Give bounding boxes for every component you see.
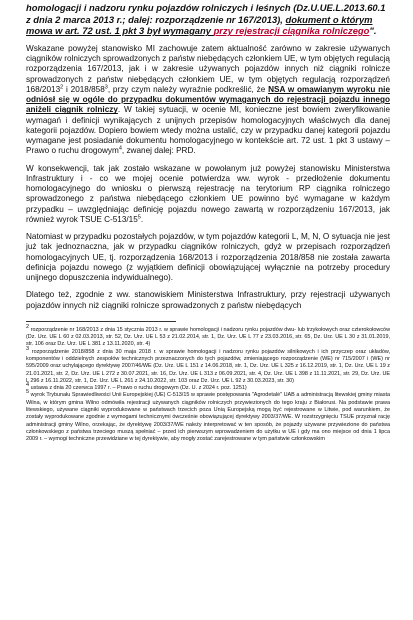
footnote-ref-2: 2 (60, 84, 64, 91)
paragraph-2 (26, 164, 390, 226)
footnote-text: ustawa z dnia 20 czerwca 1997 r. – Prawo o ruchu drogowym (Dz. U. z 2024 r. poz. 1251) (30, 385, 247, 392)
footnote-ref-4: 4 (118, 145, 122, 152)
heading-part-3-highlight: przy rejestracji ciągnika rolniczego (213, 25, 370, 37)
footnote-number: 4 (26, 382, 30, 389)
footnote-text: rozporządzenie 2018/858 z dnia 30 maja 2018 r. w sprawie homologacji i nadzoru rynku pojazdów silnikowych i ich przyczep oraz układów, komponentów i oddzielnych zespołów technicznych przeznaczonych do tych pojazdów, zmieniającego rozporządzenie (WE) nr 715/2007 i (WE) nr 595/2009 oraz uchylającego dyrektywę 2007/46/WE (Dz. Urz. UE L 151 z 14.06.2018, str. 1, Dz. Urz. UE L 325 z 16.12.2019, str. 1, Dz. Urz. UE L 19 z 21.01.2021, str. 2, Dz. Urz. UE L 272 z 30.07.2021, str. 16, Dz. Urz. UE L 313 z 06.09.2021, str. 4, Dz. Urz. UE L 398 z 11.11.2021, str. 29, Dz. Urz. UE L 296 z 16.11.2022, str. 1, Dz. Urz. UE L 261 z 24.10.2022, str. 103 oraz Dz. Urz. UE L 92 z 30.03.2023, str. 30) (26, 348, 391, 384)
document-page (26, 2, 390, 444)
footnote-3 (26, 345, 391, 385)
heading-citation (26, 2, 390, 37)
para1-text-5: , zwanej dalej: PRD. (121, 146, 196, 156)
para2-text-2: . (140, 214, 144, 224)
footnote-5 (26, 389, 390, 443)
footnote-ref-5: 5 (137, 214, 141, 221)
footnote-number: 2 (26, 323, 30, 330)
heading-part-1: homologacji i nadzoru rynku pojazdów rolniczych i leśnych (Dz.U.UE.L.2013.60.1 z dnia 2 marca 2013 r.; dalej: rozporządzenie nr 167/2013), (26, 2, 386, 25)
para1-text-1: Wskazane powyżej stanowisko MI zachowuje zatem aktualność zarówno w zakresie używanych ciągników rolniczych sprowadzonych z państw niebędących członkiem UE, w tym objętych regulacją rozporządzenia 167/2013, jak i w zakresie używanych pojazdów innych niż ciągniki rolnicze sprowadzonych z państw niebędących członkiem UE, w tym objętych regulacją rozporządzeń 168/2013 (26, 43, 390, 94)
heading-part-2: dokument o którym mowa w art. 72 ust. 1 pkt 3 był wymagany (26, 13, 373, 37)
footnote-text: wyrok Trybunału Sprawiedliwości Unii Europejskiej (UE) C-513/15 w sprawie postępowania "Agrodetalė" UAB a administracją litewskiej gminy miasta Wilna, w którym gmina Wilno odmówiła rejestracji używanych ciągników rolniczych przywiezionych do tego kraju z Białorusi. Na podstawie prawa litewskiego, używane ciągniki wyprodukowane w państwach trzecich poza Unią Europejską mogą być rejestrowane w Litwie, pod warunkiem, że zostały wyprodukowane zgodnie z wymogami technicznymi ówcześnie obowiązującej dyrektywy 2003/37/WE. W rozstrzygnięciu TSUE przyznał rację administracji gminy Wilno, orzekając, że dyrektywę 2003/37/WE należy interpretować w ten sposób, że pojazdy używane przywiezione do państwa członkowskiego z państwa trzeciego muszą spełniać – przed ich pierwszym wprowadzeniem do użytku w UE i gdy ma ono miejsce od dnia 1 lipca 2009 r. – wymogi techniczne przewidziane w tej dyrektywie, aby mogły zostać zarejestrowane w tym państwie członkowskim (26, 392, 390, 443)
footnote-number: 3 (26, 345, 30, 352)
para1-text-4: . W takiej sytuacji, w ocenie MI, konieczne jest bowiem zweryfikowanie wymagań i definicji wynikających z unijnych przepisów homologacyjnych właściwych dla danej kategorii pojazdów. Dopiero bowiem wtedy można ustalić, czy w przypadku danej kategorii pojazdu wymagane jest posiadanie dokumentu homologacyjnego w kontekście art. 72 ust. 1 pkt 3 ustawy – Prawo o ruchu drogowym (26, 105, 391, 156)
para1-text-2: i 2018/858 (63, 84, 105, 94)
paragraph-4: Dlatego też, zgodnie z ww. stanowiskiem Ministerstwa Infrastruktury, przy rejestracji używanych pojazdów innych niż ciągniki rolnicze sprowadzonych z państw niebędących (26, 290, 390, 310)
heading-part-4: ". (369, 25, 377, 37)
paragraph-3: Natomiast w przypadku pozostałych pojazdów, w tym pojazdów kategorii L, M, N, O sytuacja nie jest już tak jednoznaczna, jak w przypadku ciągników rolniczych, gdyż w przepisach rozporządzeń homologacyjnych UE, tj. rozporządzenia 168/2013 i rozporządzenia 2018/858 nie została zawarta definicja pojazdu nowego (z wyjątkiem definicji obowiązującej wyłącznie na potrzeby procedury unijnego dopuszczenia indywidualnego). (26, 232, 390, 283)
footnote-2 (26, 323, 390, 349)
footnote-text: rozporządzenie nr 168/2013 z dnia 15 stycznia 2013 r. w sprawie homologacji i nadzoru rynku pojazdów dwu- lub trzykołowych oraz czterokołowców (Dz. Urz. UE L 60 z 02.03.2013, str. 52, Dz. Urz. UE L 53 z 21.02.2014, str. 1, Dz. Urz. UE L 77 z 23.03.2016, str. 65, Dz. Urz. UE L 30 z 31.01.2019, str. 106 oraz Dz. Urz. UE L 381 z 13.11.2020, str. 4) (26, 326, 390, 348)
footnote-ref-3: 3 (104, 84, 108, 91)
para2-text-1: W konsekwencji, tak jak zostało wskazane w powołanym już powyżej stanowisku Ministerstwa Infrastruktury i - co we mojej ocenie potwierdza ww. wyrok - przedłożenie dokumentu homologacyjnego do wniosku o pierwszą rejestrację na terytorium RP ciągnika rolniczego sprowadzonego z państwa niebędącego członkiem UE powinno być wymagane w każdym przypadku – uwzględniając definicję pojazdu nowego zawartą w rozporządzeniu 167/2013, jak również wyrok TSUE C-513/15 (26, 163, 390, 224)
footnote-number: 5 (26, 389, 30, 396)
para1-bold-emphasis: NSA w omawianym wyroku nie odniósł się w ogóle do przypadku dokumentów wymaganych do rejestracji pojazdu innego aniżeli ciągnik rolniczy (26, 84, 390, 115)
footnote-divider (26, 321, 176, 322)
para1-text-3: , przy czym należy wyraźnie podkreślić, że (107, 84, 269, 94)
paragraph-1 (26, 44, 390, 157)
